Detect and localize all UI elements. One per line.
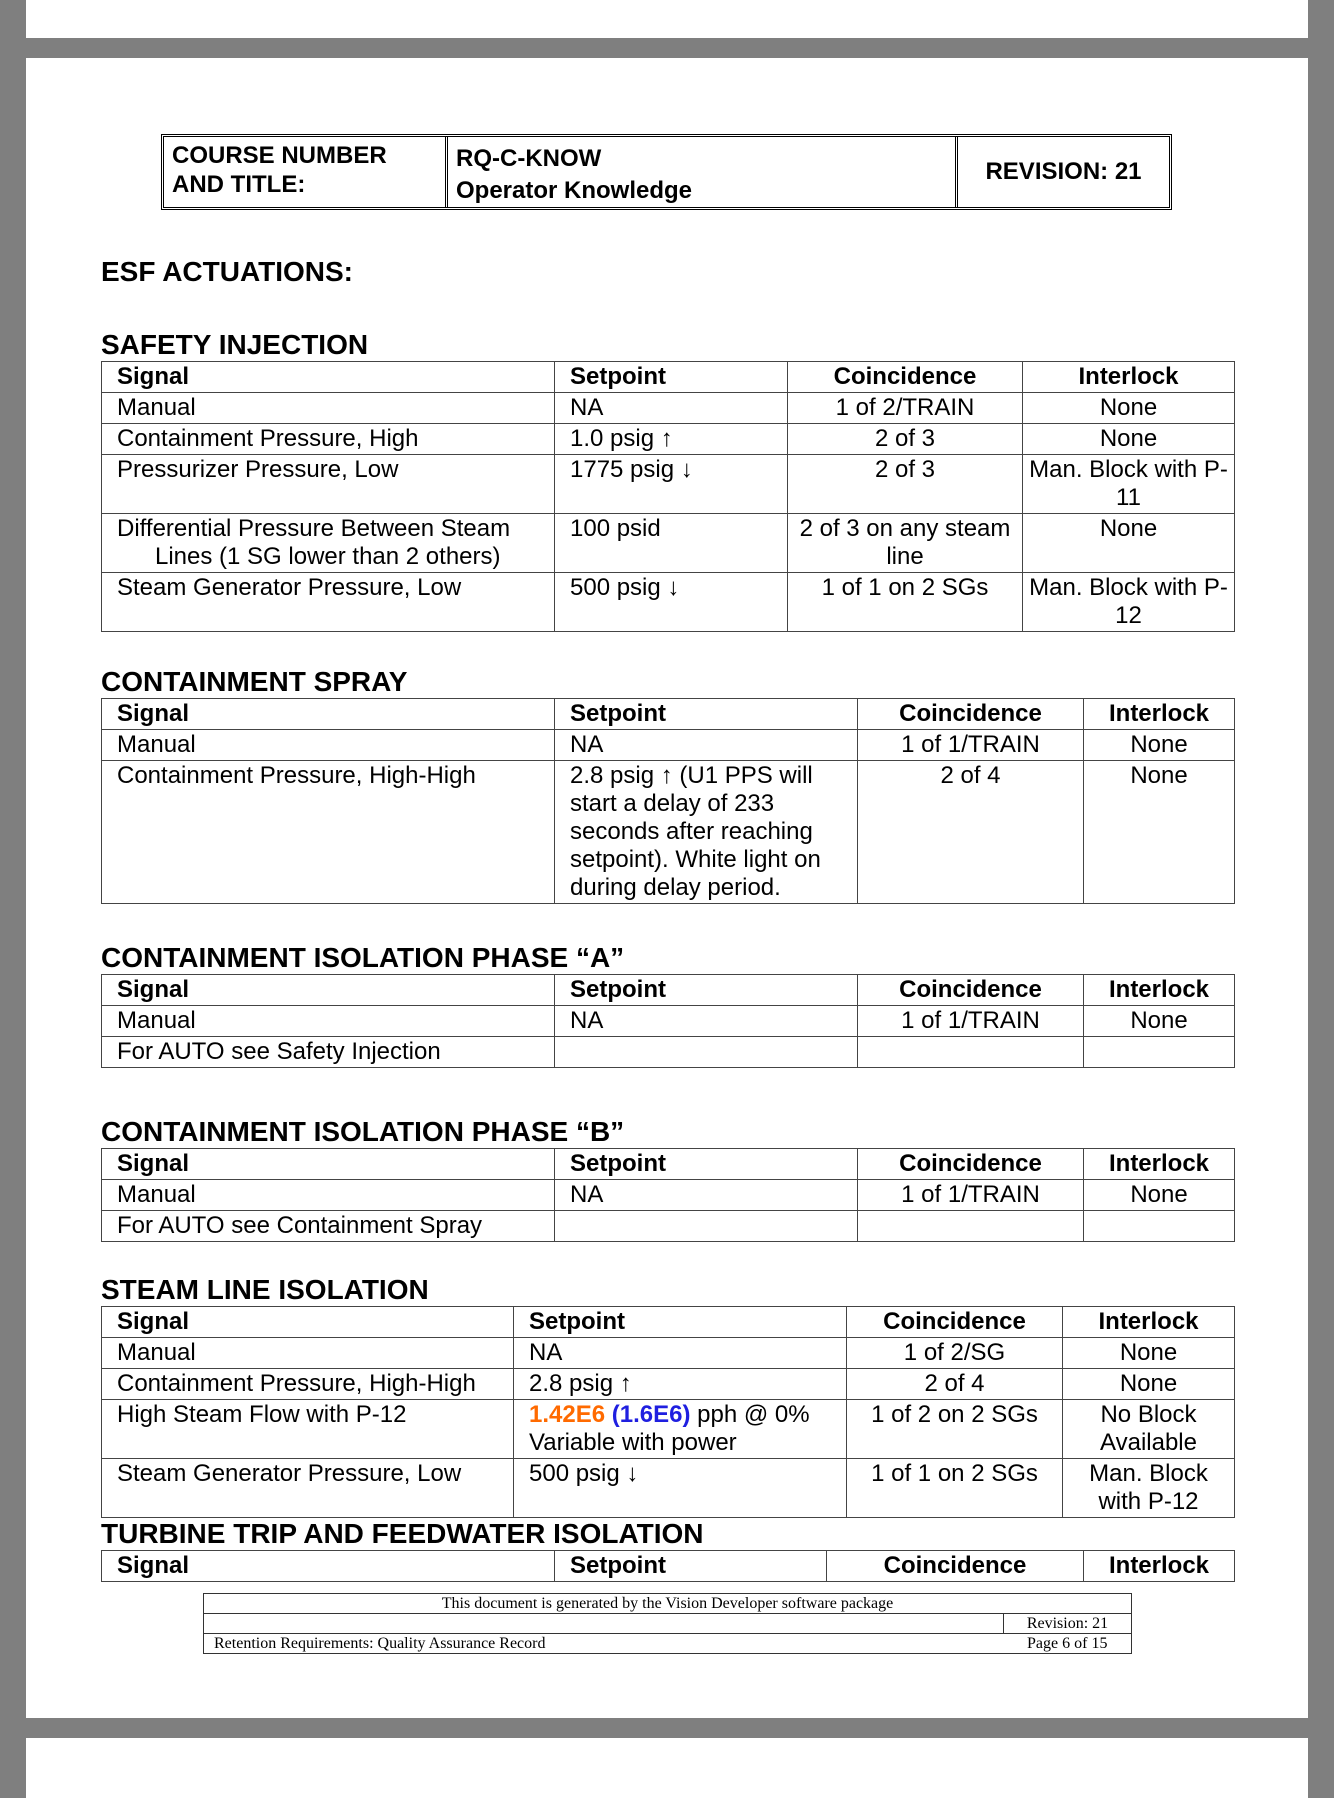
safety-injection-table [101,361,1235,632]
interlock-cell: None [1023,424,1235,455]
col-interlock: Interlock [1084,975,1235,1006]
revision-label: REVISION: 21 [985,158,1142,185]
col-interlock: Interlock [1084,1149,1235,1180]
col-coincidence: Coincidence [827,1551,1084,1582]
col-signal: Signal [102,1307,514,1338]
col-setpoint: Setpoint [555,975,858,1006]
signal-cell: Manual [102,1338,514,1369]
col-interlock: Interlock [1023,362,1235,393]
previous-page-edge [26,0,1308,38]
course-info [448,137,958,207]
coincidence-cell: 1 of 1 on 2 SGs [788,573,1023,632]
setpoint-cell: NA [555,393,788,424]
col-signal: Signal [102,699,555,730]
interlock-cell: None [1084,730,1235,761]
col-coincidence: Coincidence [858,1149,1084,1180]
coincidence-cell: 2 of 4 [847,1369,1063,1400]
signal-cell: Pressurizer Pressure, Low [102,455,555,514]
footer-retention: Retention Requirements: Quality Assurance Record [204,1634,1004,1654]
table-row [102,761,1235,904]
table-row [102,393,1235,424]
interlock-cell: None [1023,514,1235,573]
interlock-cell [1084,1037,1235,1068]
col-signal: Signal [102,1551,555,1582]
col-setpoint: Setpoint [555,1149,858,1180]
phase-a-table [101,974,1235,1068]
coincidence-cell: 2 of 3 [788,424,1023,455]
col-setpoint: Setpoint [555,362,788,393]
table-row [102,1369,1235,1400]
signal-cell: Steam Generator Pressure, Low [102,573,555,632]
section-title-phase-a: CONTAINMENT ISOLATION PHASE “A” [101,942,625,973]
setpoint-value-orange: 1.42E6 [529,1401,606,1428]
interlock-cell: None [1084,1180,1235,1211]
table-row [102,730,1235,761]
signal-line-1: Differential Pressure Between Steam [117,515,511,542]
interlock-cell: None [1063,1369,1235,1400]
setpoint-cell: 500 psig ↓ [514,1459,847,1518]
col-setpoint: Setpoint [555,1551,827,1582]
setpoint-cell [555,1037,858,1068]
setpoint-cell: NA [555,1006,858,1037]
setpoint-cell: 2.8 psig ↑ [514,1369,847,1400]
table-row [102,1037,1235,1068]
col-setpoint: Setpoint [555,699,858,730]
setpoint-cell: NA [514,1338,847,1369]
section-title-safety-injection: SAFETY INJECTION [101,329,369,360]
coincidence-cell: 1 of 1/TRAIN [858,730,1084,761]
col-coincidence: Coincidence [858,699,1084,730]
page-heading: ESF ACTUATIONS: [101,256,353,287]
interlock-cell: Man. Block with P-12 [1023,573,1235,632]
table-row [102,1211,1235,1242]
coincidence-cell: 1 of 2/TRAIN [788,393,1023,424]
table-row [102,1459,1235,1518]
interlock-cell: None [1063,1338,1235,1369]
signal-cell: Containment Pressure, High-High [102,1369,514,1400]
col-coincidence: Coincidence [847,1307,1063,1338]
setpoint-cell: 100 psid [555,514,788,573]
section-title-containment-spray: CONTAINMENT SPRAY [101,666,408,697]
col-interlock: Interlock [1084,699,1235,730]
document-footer [203,1593,1132,1654]
coincidence-cell: 1 of 1/TRAIN [858,1006,1084,1037]
section-title-turbine-trip: TURBINE TRIP AND FEEDWATER ISOLATION [101,1518,704,1549]
coincidence-cell [858,1211,1084,1242]
setpoint-cell: 1.0 psig ↑ [555,424,788,455]
coincidence-cell: 2 of 4 [858,761,1084,904]
coincidence-cell: 1 of 2/SG [847,1338,1063,1369]
next-page-edge [26,1738,1308,1798]
table-row [102,1006,1235,1037]
containment-spray-table [101,698,1235,904]
setpoint-cell [514,1400,847,1459]
course-header [161,134,1172,210]
table-header-row [102,1307,1235,1338]
setpoint-cell: NA [555,730,858,761]
table-row [102,1338,1235,1369]
coincidence-cell: 1 of 1/TRAIN [858,1180,1084,1211]
setpoint-cell: 2.8 psig ↑ (U1 PPS will start a delay of 233 seconds after reaching setpoint). White light on during delay period. [555,761,858,904]
coincidence-cell: 1 of 2 on 2 SGs [847,1400,1063,1459]
signal-cell: Manual [102,1006,555,1037]
setpoint-value-rest: pph @ 0% Variable with power [529,1401,810,1456]
signal-cell: Containment Pressure, High [102,424,555,455]
col-setpoint: Setpoint [514,1307,847,1338]
col-coincidence: Coincidence [788,362,1023,393]
table-row [102,514,1235,573]
table-row [102,573,1235,632]
table-row [102,424,1235,455]
table-row [102,455,1235,514]
footer-revision: Revision: 21 [1004,1614,1132,1634]
setpoint-cell: 500 psig ↓ [555,573,788,632]
coincidence-cell [858,1037,1084,1068]
col-interlock: Interlock [1063,1307,1235,1338]
table-header-row [102,362,1235,393]
signal-cell [102,514,555,573]
steam-line-isolation-table [101,1306,1235,1518]
table-header-row [102,975,1235,1006]
signal-line-2: Lines (1 SG lower than 2 others) [155,543,501,570]
interlock-cell: Man. Block with P-11 [1023,455,1235,514]
col-interlock: Interlock [1084,1551,1235,1582]
signal-cell: Manual [102,393,555,424]
section-title-phase-b: CONTAINMENT ISOLATION PHASE “B” [101,1116,625,1147]
turbine-trip-table [101,1550,1235,1582]
table-row [102,1180,1235,1211]
signal-cell: Containment Pressure, High-High [102,761,555,904]
table-header-row [102,1149,1235,1180]
signal-cell: High Steam Flow with P-12 [102,1400,514,1459]
coincidence-cell: 2 of 3 on any steam line [788,514,1023,573]
table-header-row [102,699,1235,730]
table-row [102,1400,1235,1459]
col-signal: Signal [102,362,555,393]
col-coincidence: Coincidence [858,975,1084,1006]
coincidence-cell: 1 of 1 on 2 SGs [847,1459,1063,1518]
interlock-cell: None [1084,761,1235,904]
interlock-cell: None [1023,393,1235,424]
signal-cell: For AUTO see Containment Spray [102,1211,555,1242]
setpoint-cell [555,1211,858,1242]
interlock-cell: No Block Available [1063,1400,1235,1459]
footer-page-number: Page 6 of 15 [1004,1634,1132,1654]
setpoint-value-blue: (1.6E6) [611,1401,691,1428]
course-label: COURSE NUMBER AND TITLE: [164,137,448,207]
signal-cell: Manual [102,730,555,761]
interlock-cell: None [1084,1006,1235,1037]
footer-generated-note: This document is generated by the Vision Developer software package [204,1594,1132,1614]
setpoint-cell: 1775 psig ↓ [555,455,788,514]
setpoint-cell: NA [555,1180,858,1211]
signal-cell: For AUTO see Safety Injection [102,1037,555,1068]
course-title: Operator Knowledge [456,177,693,204]
course-code: RQ-C-KNOW [456,145,602,172]
interlock-cell: Man. Block with P-12 [1063,1459,1235,1518]
col-signal: Signal [102,1149,555,1180]
table-header-row [102,1551,1235,1582]
col-signal: Signal [102,975,555,1006]
interlock-cell [1084,1211,1235,1242]
section-title-steam-line-isolation: STEAM LINE ISOLATION [101,1274,429,1305]
signal-cell: Manual [102,1180,555,1211]
signal-cell: Steam Generator Pressure, Low [102,1459,514,1518]
phase-b-table [101,1148,1235,1242]
coincidence-cell: 2 of 3 [788,455,1023,514]
